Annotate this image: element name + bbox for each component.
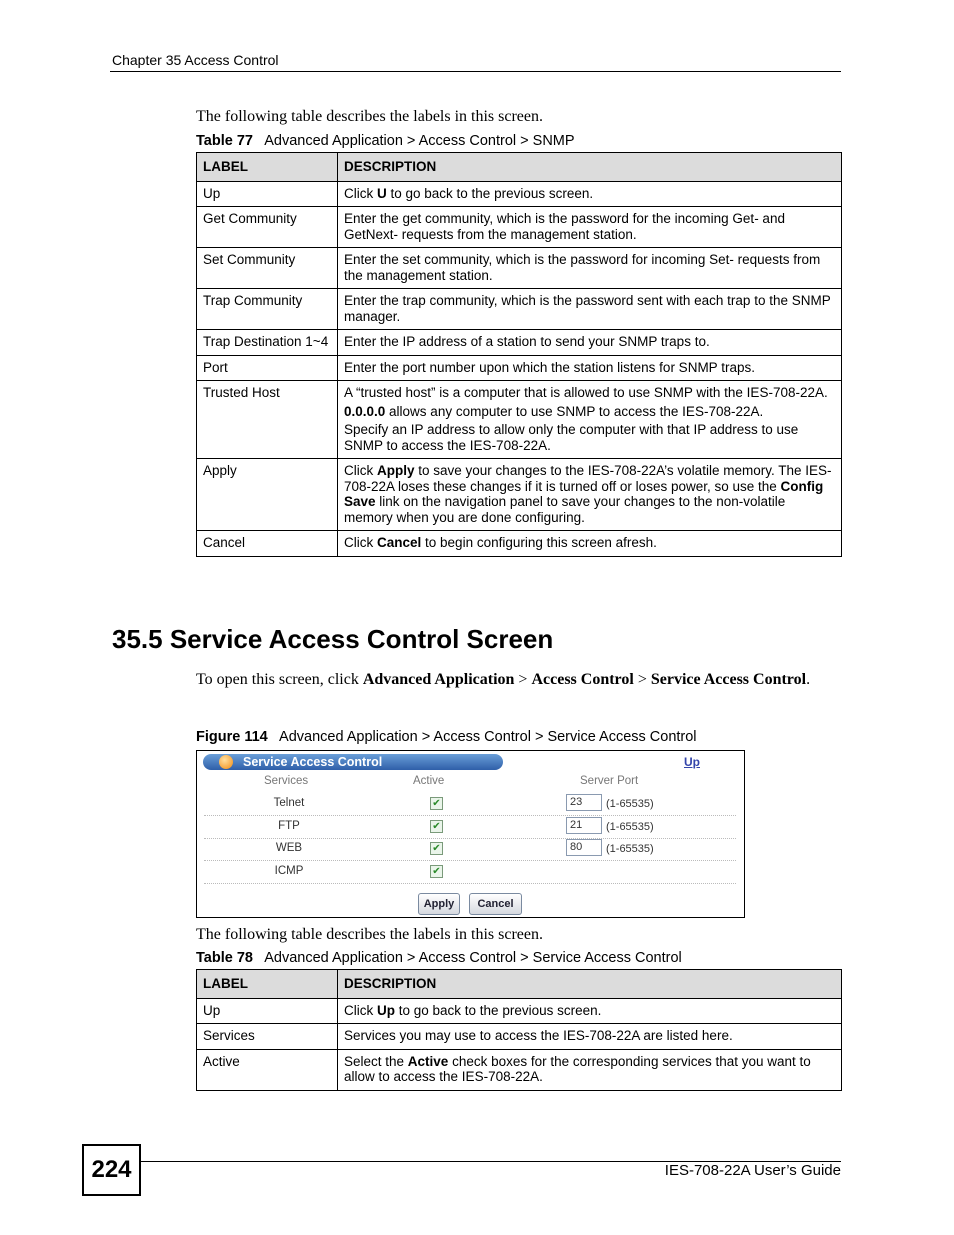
table-row: [197, 459, 842, 531]
description-paragraph: [344, 186, 835, 202]
row-label: Set Community: [197, 248, 338, 289]
col-label-header: LABEL: [197, 970, 338, 999]
bold-term: Apply: [377, 463, 415, 478]
table-row: [197, 531, 842, 557]
description-paragraph: [344, 211, 835, 242]
description-text: Click: [344, 535, 377, 550]
table-row: [197, 248, 842, 289]
row-label: Active: [197, 1049, 338, 1090]
description-text: Services you may use to access the IES-708-22A are listed here.: [344, 1028, 733, 1043]
service-name: FTP: [278, 819, 300, 832]
row-label: Up: [197, 181, 338, 207]
row-label: Trap Community: [197, 289, 338, 330]
table-row: [197, 207, 842, 248]
description-paragraph: [344, 535, 835, 551]
service-name: ICMP: [274, 864, 304, 877]
row-description: [338, 1049, 842, 1090]
description-text: to go back to the previous screen.: [386, 185, 594, 201]
row-label: Get Community: [197, 207, 338, 248]
port-range-hint: (1-65535): [606, 820, 654, 833]
row-description: [338, 998, 842, 1024]
open-text-b1: Advanced Application: [362, 671, 515, 688]
header-rule: [110, 71, 841, 72]
active-checkbox[interactable]: ✔: [430, 797, 443, 810]
section-heading: 35.5 Service Access Control Screen: [112, 624, 554, 654]
description-text: Click: [344, 1002, 377, 1018]
row-label: Port: [197, 355, 338, 381]
orb-icon: [219, 755, 233, 769]
description-paragraph: [344, 1003, 835, 1019]
description-text: Enter the IP address of a station to send your SNMP traps to.: [344, 334, 710, 349]
service-row: [204, 793, 736, 816]
service-row: [204, 838, 736, 861]
table-77-title: Advanced Application > Access Control > SNMP: [264, 133, 575, 149]
description-paragraph: [344, 404, 835, 420]
col-services-header: Services: [264, 775, 309, 787]
open-text-b3: Service Access Control: [650, 671, 807, 688]
description-text: Enter the set community, which is the password for incoming Set- requests from the management station.: [344, 252, 821, 283]
table-78: [196, 969, 842, 1091]
open-text-b2: Access Control: [531, 671, 634, 688]
port-range-hint: (1-65535): [606, 798, 654, 810]
description-text: Select the: [344, 1053, 408, 1069]
page-number: 224: [82, 1144, 141, 1196]
description-text: to begin configuring this screen afresh.: [421, 535, 657, 550]
description-text: Enter the port number upon which the station listens for SNMP traps.: [344, 359, 755, 375]
col-label-header: LABEL: [197, 153, 338, 182]
intro-text-1: The following table describes the labels in this screen.: [196, 108, 544, 125]
description-text: Enter the get community, which is the password for the incoming Get- and GetNext- requests from the management station.: [344, 211, 785, 242]
row-description: [338, 330, 842, 356]
bold-term: 0.0.0.0: [344, 403, 386, 419]
description-paragraph: [344, 385, 835, 401]
cancel-button[interactable]: Cancel: [469, 893, 522, 915]
row-label: Trusted Host: [197, 381, 338, 459]
panel-title: Service Access Control: [243, 755, 383, 769]
row-description: [338, 248, 842, 289]
description-text: Click: [344, 463, 377, 478]
table-77: [196, 152, 842, 557]
table-header-row: [197, 970, 842, 999]
description-text: allows any computer to use SNMP to access the IES-708-22A.: [385, 403, 764, 419]
bold-term: Config Save: [344, 478, 824, 509]
table-header-row: [197, 153, 842, 182]
row-label: Up: [197, 998, 338, 1024]
col-active-header: Active: [413, 775, 445, 787]
bold-term: Up: [377, 1002, 395, 1018]
service-name: WEB: [275, 842, 303, 854]
description-paragraph: [344, 463, 835, 525]
open-text-sep2: >: [633, 671, 651, 688]
figure-114-title: Advanced Application > Access Control > Service Access Control: [279, 729, 697, 745]
bold-term: Cancel: [377, 535, 422, 550]
col-description-header: DESCRIPTION: [338, 970, 842, 999]
description-text: to save your changes to the IES-708-22A’s volatile memory. The IES-708-22A loses these changes if it is turned off or loses power, so use the: [344, 463, 832, 494]
table-78-number: Table 78: [196, 950, 253, 966]
figure-114-caption: [196, 729, 697, 745]
bold-term: Active: [407, 1053, 449, 1069]
table-row: [197, 289, 842, 330]
table-78-caption: [196, 950, 682, 966]
description-paragraph: [344, 1054, 835, 1085]
port-range-hint: (1-65535): [606, 843, 654, 855]
open-text-sep1: >: [514, 671, 532, 688]
active-checkbox[interactable]: ✔: [430, 842, 443, 855]
service-name: Telnet: [273, 797, 305, 809]
apply-button[interactable]: Apply: [418, 893, 460, 915]
server-port-input[interactable]: 23: [566, 794, 602, 811]
row-description: [338, 181, 842, 207]
row-description: [338, 207, 842, 248]
chapter-header: Chapter 35 Access Control: [112, 52, 279, 68]
row-label: Cancel: [197, 531, 338, 557]
row-label: Apply: [197, 459, 338, 531]
row-description: [338, 1024, 842, 1050]
service-row: [204, 861, 736, 884]
description-paragraph: [344, 252, 835, 283]
open-text-end: .: [806, 671, 811, 688]
description-paragraph: [344, 334, 835, 350]
description-text: Enter the trap community, which is the password sent with each trap to the SNMP manager.: [344, 293, 831, 324]
description-text: A “trusted host” is a computer that is allowed to use SNMP with the IES-708-22A.: [344, 385, 828, 400]
description-paragraph: [344, 422, 835, 453]
row-description: [338, 381, 842, 459]
guide-title: IES-708-22A User’s Guide: [664, 1162, 841, 1179]
description-paragraph: [344, 360, 835, 376]
description-paragraph: [344, 293, 835, 324]
up-link[interactable]: Up: [684, 755, 700, 769]
row-label: Services: [197, 1024, 338, 1050]
description-text: Click: [344, 185, 377, 201]
active-checkbox[interactable]: ✔: [430, 865, 443, 878]
server-port-input[interactable]: 80: [566, 839, 602, 856]
table-row: [197, 181, 842, 207]
service-access-control-screenshot: [196, 750, 745, 918]
table-row: [197, 381, 842, 459]
table-77-number: Table 77: [196, 133, 253, 149]
table-row: [197, 1024, 842, 1050]
active-checkbox[interactable]: ✔: [430, 820, 443, 833]
row-description: [338, 355, 842, 381]
service-row: [204, 816, 736, 839]
description-text: Specify an IP address to allow only the computer with that IP address to use SNMP to access the IES-708-22A.: [344, 422, 799, 453]
open-text-pre: To open this screen, click: [196, 671, 363, 688]
server-port-input[interactable]: 21: [566, 817, 602, 834]
figure-114-number: Figure 114: [196, 729, 268, 745]
description-text: to go back to the previous screen.: [395, 1002, 602, 1018]
row-description: [338, 531, 842, 557]
row-label: Trap Destination 1~4: [197, 330, 338, 356]
col-server-port-header: Server Port: [580, 775, 639, 787]
description-text: check boxes for the corresponding services that you want to allow to access the IES-708-22A.: [344, 1053, 811, 1084]
col-description-header: DESCRIPTION: [338, 153, 842, 182]
intro-text-2: The following table describes the labels in this screen.: [196, 926, 544, 943]
row-description: [338, 289, 842, 330]
table-77-caption: [196, 133, 575, 149]
row-description: [338, 459, 842, 531]
table-row: [197, 355, 842, 381]
description-text: link on the navigation panel to save your changes to the non-volatile memory when you are done configuring.: [344, 494, 786, 525]
bold-term: U: [377, 185, 387, 201]
description-paragraph: [344, 1028, 835, 1044]
table-row: [197, 1049, 842, 1090]
table-row: [197, 330, 842, 356]
table-row: [197, 998, 842, 1024]
panel-title-bar: [203, 754, 503, 770]
open-instructions: [196, 670, 816, 690]
table-78-title: Advanced Application > Access Control > Service Access Control: [264, 950, 682, 966]
